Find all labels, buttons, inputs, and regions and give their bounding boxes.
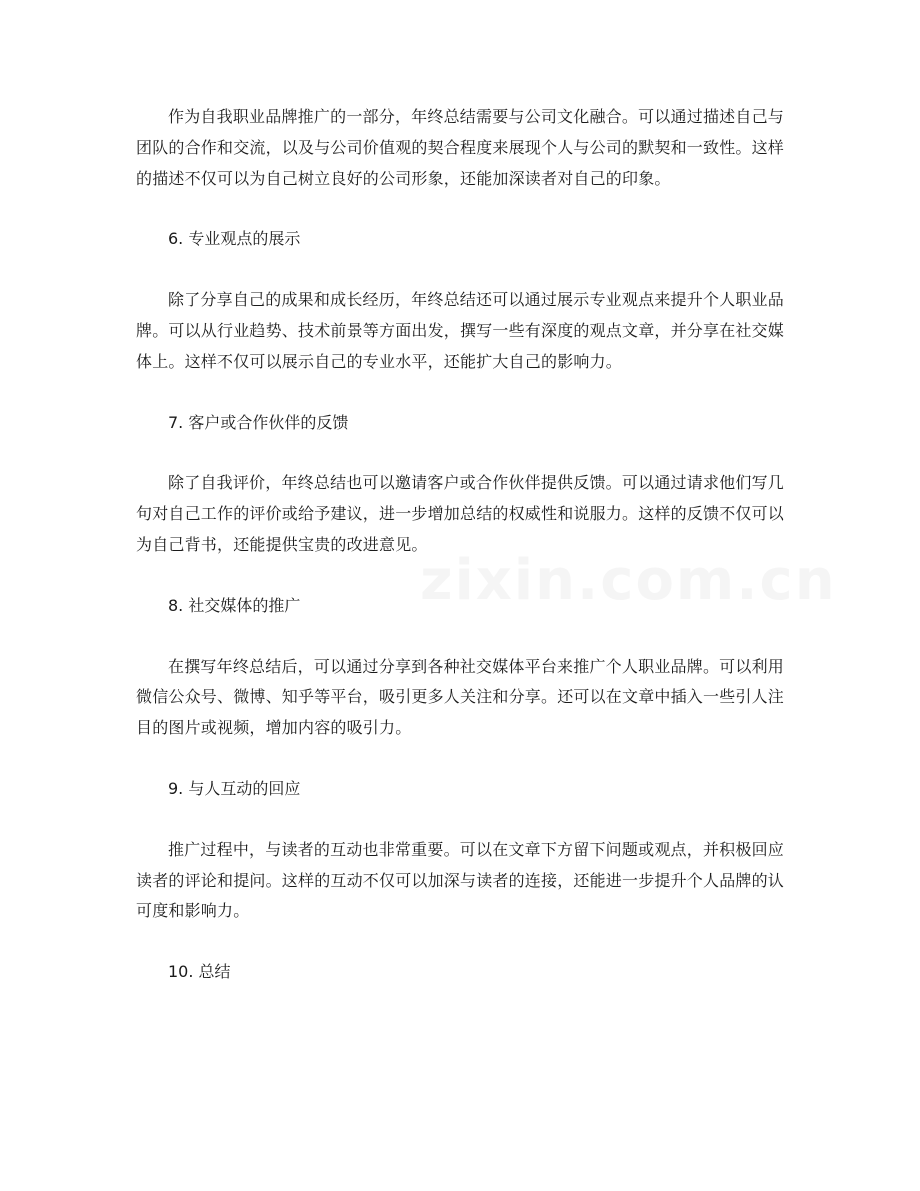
document-body — [136, 102, 784, 988]
spacer — [136, 255, 784, 285]
section-heading-9: 9. 与人互动的回应 — [168, 778, 301, 798]
paragraph-professional-views: 除了分享自己的成果和成长经历，年终总结还可以通过展示专业观点来提升个人职业品牌。可以从行业趋势、技术前景等方面出发，撰写一些有深度的观点文章，并分享在社交媒体上。这样不仅可以展示自己的专业水平，还能扩大自己的影响力。 — [136, 290, 785, 371]
spacer — [136, 561, 784, 591]
spacer — [136, 622, 784, 652]
section-heading-10: 10. 总结 — [168, 962, 231, 982]
section-heading-6: 6. 专业观点的展示 — [168, 229, 301, 249]
section-heading-8: 8. 社交媒体的推广 — [168, 595, 301, 615]
spacer — [136, 438, 784, 468]
spacer — [136, 378, 784, 408]
paragraph-social-media: 在撰写年终总结后，可以通过分享到各种社交媒体平台来推广个人职业品牌。可以利用微信公众号、微博、知乎等平台，吸引更多人关注和分享。还可以在文章中插入一些引人注目的图片或视频，增加内容的吸引力。 — [136, 656, 785, 738]
paragraph-reader-interaction: 推广过程中，与读者的互动也非常重要。可以在文章下方留下问题或观点，并积极回应读者的评论和提问。这样的互动不仅可以加深与读者的连接，还能进一步提升个人品牌的认可度和影响力。 — [136, 839, 785, 921]
spacer — [136, 744, 784, 774]
watermark: zixin.com.cn — [420, 548, 837, 613]
spacer — [136, 194, 784, 224]
section-heading-7: 7. 客户或合作伙伴的反馈 — [168, 412, 349, 432]
spacer — [136, 805, 784, 835]
spacer — [136, 927, 784, 957]
paragraph-company-culture: 作为自我职业品牌推广的一部分，年终总结需要与公司文化融合。可以通过描述自己与团队的合作和交流，以及与公司价值观的契合程度来展现个人与公司的默契和一致性。这样的描述不仅可以为自己树立良好的公司形象，还能加深读者对自己的印象。 — [136, 107, 785, 188]
paragraph-client-feedback: 除了自我评价，年终总结也可以邀请客户或合作伙伴提供反馈。可以通过请求他们写几句对自己工作的评价或给予建议，进一步增加总结的权威性和说服力。这样的反馈不仅可以为自己背书，还能提供宝贵的改进意见。 — [136, 473, 785, 554]
